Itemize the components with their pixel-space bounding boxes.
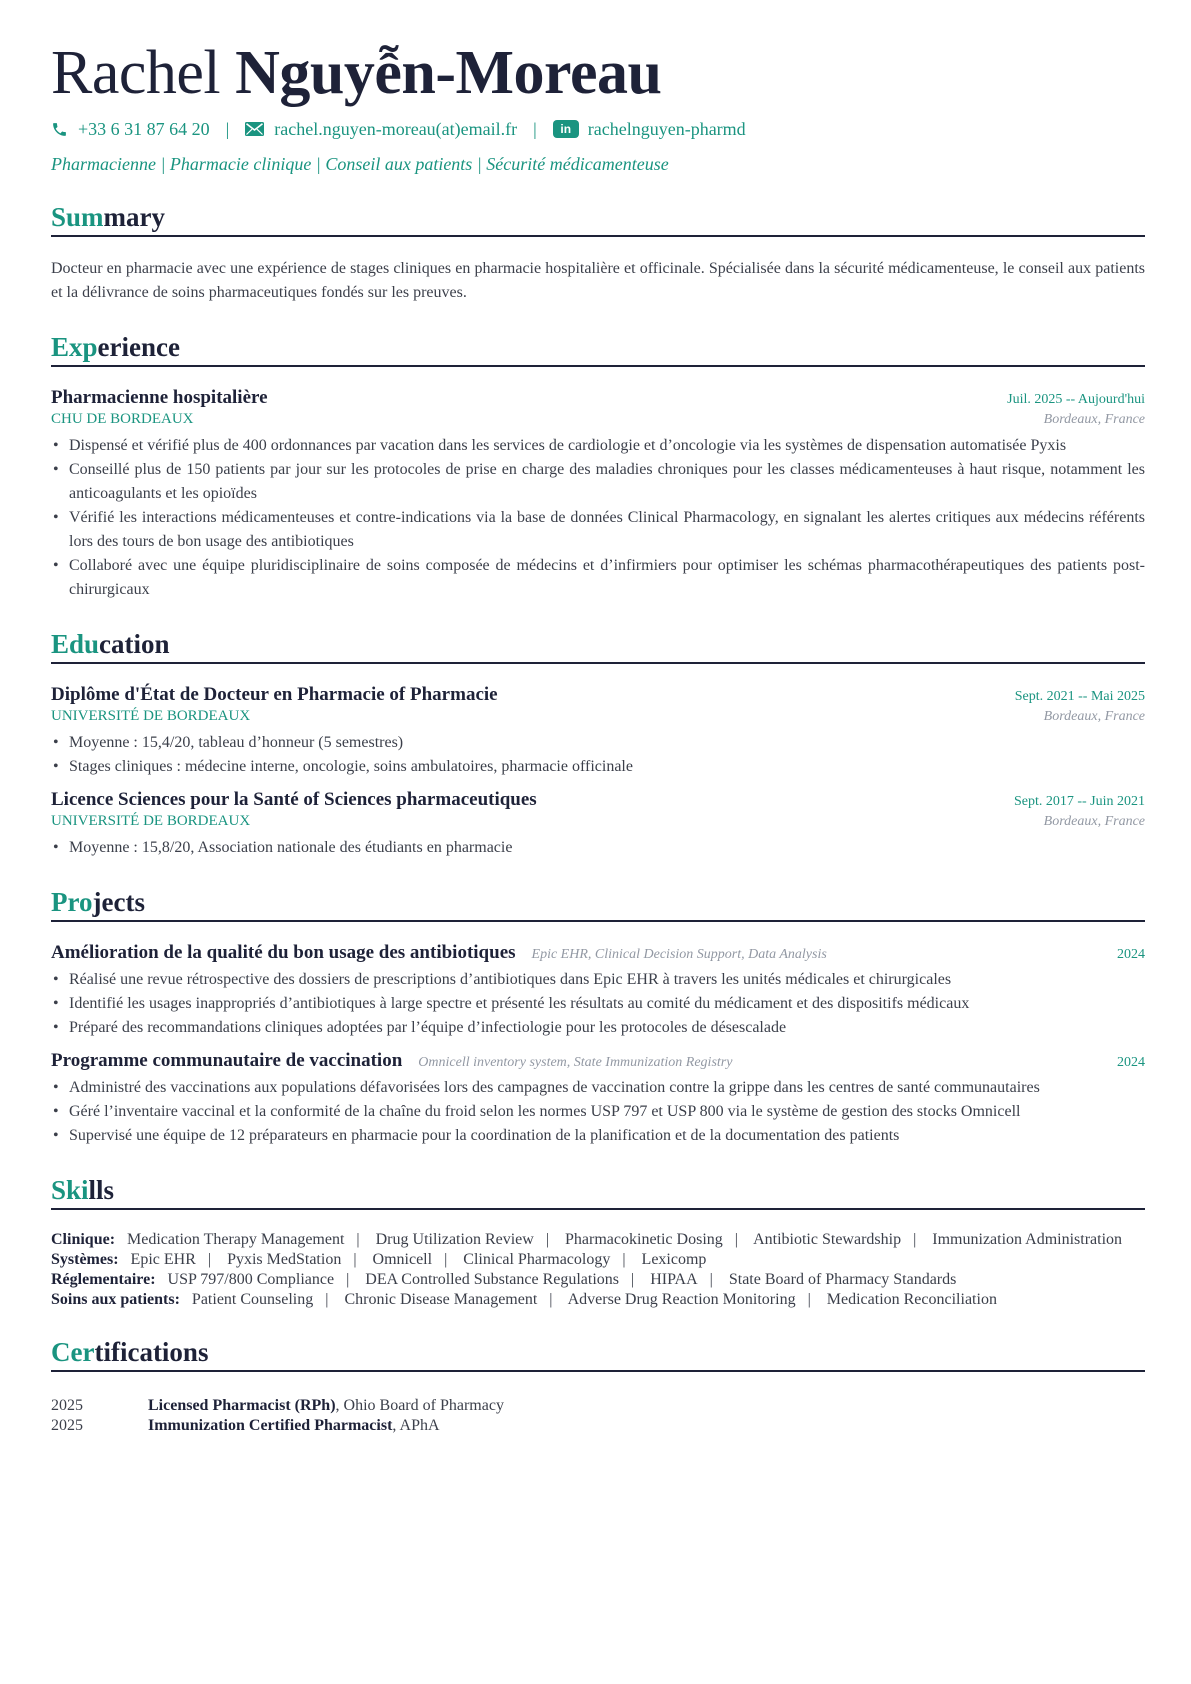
certifications-list <box>51 1396 1145 1436</box>
bullet-item: • Collaboré avec une équipe pluridisciplinaire de soins composée de médecins et d’infirmiers pour optimiser les schémas pharmacothérapeutiques des patients post-chirurgicaux <box>51 554 1145 602</box>
school-name: UNIVERSITÉ DE BORDEAUX <box>51 813 251 829</box>
skill-separator: | <box>709 1271 713 1288</box>
project-year: 2024 <box>1117 1055 1145 1070</box>
skill-label: Clinique: <box>51 1231 116 1248</box>
section-heading: Projects <box>51 886 1145 922</box>
project-title-line <box>51 942 827 964</box>
school-name: UNIVERSITÉ DE BORDEAUX <box>51 708 251 724</box>
bullet-item: • Géré l’inventaire vaccinal et la conformité de la chaîne du froid selon les normes USP 797 et USP 800 via le système de gestion des stocks Omnicell <box>51 1100 1145 1124</box>
bullet-item: • Dispensé et vérifié plus de 400 ordonnances par vacation dans les services de cardiologie et d’oncologie via les systèmes de dispensation automatisée Pyxis <box>51 434 1145 458</box>
skill-item: Lexicomp <box>641 1251 707 1268</box>
job-title: Pharmacienne hospitalière <box>51 387 268 408</box>
projects-section <box>51 886 1145 1148</box>
resume-page <box>51 36 1145 1436</box>
contact-separator: | <box>533 118 537 139</box>
project-year: 2024 <box>1117 947 1145 962</box>
bullet-item: • Réalisé une revue rétrospective des dossiers de prescriptions d’antibiotiques dans Epic EHR à travers les unités médicales et chirurgicales <box>51 968 1145 992</box>
skill-separator: | <box>549 1291 553 1308</box>
cert-name: Licensed Pharmacist (RPh) <box>148 1397 336 1414</box>
bullet-item: • Conseillé plus de 150 patients par jour sur les protocoles de prise en charge des maladies chroniques pour les classes médicamenteuses à haut risque, notamment les anticoagulants et les opioïdes <box>51 458 1145 506</box>
education-entry <box>51 684 1145 779</box>
skill-item: Pharmacokinetic Dosing <box>565 1231 723 1248</box>
email-contact[interactable] <box>245 119 517 140</box>
project-title: Amélioration de la qualité du bon usage des antibiotiques <box>51 942 516 963</box>
phone-contact[interactable] <box>51 119 210 140</box>
bullet-item: • Identifié les usages inappropriés d’antibiotiques à large spectre et présenté les résultats au comité du médicament et des dispositifs médicaux <box>51 992 1145 1016</box>
skills-section <box>51 1174 1145 1310</box>
skill-item: Clinical Pharmacology <box>463 1251 611 1268</box>
bullet-item: • Moyenne : 15,8/20, Association nationale des étudiants en pharmacie <box>51 836 1145 860</box>
project-title-line <box>51 1050 732 1072</box>
phone-icon <box>51 121 68 138</box>
skill-item: Epic EHR <box>130 1251 196 1268</box>
section-heading: Education <box>51 628 1145 664</box>
skill-separator: | <box>622 1251 626 1268</box>
skill-item: Immunization Administration <box>932 1231 1123 1248</box>
skill-item: USP 797/800 Compliance <box>167 1271 335 1288</box>
degree-dates: Sept. 2021 -- Mai 2025 <box>1014 689 1145 704</box>
degree-title: Licence Sciences pour la Santé of Sciences pharmaceutiques <box>51 789 537 810</box>
skill-separator: | <box>444 1251 448 1268</box>
phone-number: +33 6 31 87 64 20 <box>78 118 210 139</box>
linkedin-icon: in <box>553 120 579 138</box>
candidate-name <box>51 36 1145 110</box>
skill-item: Pyxis MedStation <box>227 1251 342 1268</box>
skill-item: Chronic Disease Management <box>344 1291 538 1308</box>
skill-separator: | <box>807 1291 811 1308</box>
skill-item: Medication Therapy Management <box>127 1231 345 1248</box>
project-tech: Epic EHR, Clinical Decision Support, Data Analysis <box>531 947 827 962</box>
job-location: Bordeaux, France <box>1043 412 1145 427</box>
degree-dates: Sept. 2017 -- Juin 2021 <box>1013 794 1145 809</box>
job-dates: Juil. 2025 -- Aujourd'hui <box>1007 392 1145 407</box>
education-section <box>51 628 1145 860</box>
school-location: Bordeaux, France <box>1043 709 1145 724</box>
summary-text: Docteur en pharmacie avec une expérience de stages cliniques en pharmacie hospitalière et officinale. Spécialisée dans la sécurité médicamenteuse, le conseil aux patients et la délivrance de soins pharmaceutiques fondés sur les preuves. <box>51 260 1145 301</box>
contact-separator: | <box>225 118 230 139</box>
skill-separator: | <box>356 1231 360 1248</box>
project-entry <box>51 942 1145 1040</box>
cert-year: 2025 <box>51 1417 83 1434</box>
skill-item: Drug Utilization Review <box>375 1231 534 1248</box>
tagline: Pharmacienne | Pharmacie clinique | Conseil aux patients | Sécurité médicamenteuse <box>51 154 669 174</box>
bullet-item: • Stages cliniques : médecine interne, oncologie, soins ambulatoires, pharmacie officinale <box>51 755 1145 779</box>
project-title: Programme communautaire de vaccination <box>51 1050 403 1071</box>
education-entry <box>51 789 1145 860</box>
skill-row <box>51 1290 1145 1310</box>
skill-label: Réglementaire: <box>51 1271 156 1288</box>
bullet-item: • Administré des vaccinations aux populations défavorisées lors des campagnes de vaccination contre la grippe dans les centres de santé communautaires <box>51 1076 1145 1100</box>
experience-section <box>51 331 1145 602</box>
cert-issuer: , APhA <box>392 1417 440 1434</box>
skill-row <box>51 1230 1145 1250</box>
employer: CHU DE BORDEAUX <box>51 411 194 427</box>
contact-line <box>51 116 1145 142</box>
project-tech: Omnicell inventory system, State Immunization Registry <box>418 1055 733 1070</box>
degree-title: Diplôme d'État de Docteur en Pharmacie of Pharmacie <box>51 684 498 705</box>
first-name: Rachel <box>51 39 221 107</box>
summary-section <box>51 201 1145 305</box>
last-name: Nguyễn-Moreau <box>235 39 662 107</box>
linkedin-contact[interactable] <box>553 119 746 140</box>
section-heading: Summary <box>51 201 1145 237</box>
email-icon <box>245 122 264 136</box>
skill-label: Systèmes: <box>51 1251 119 1268</box>
experience-entry <box>51 387 1145 602</box>
skill-row <box>51 1270 1145 1290</box>
cert-row <box>51 1396 1145 1416</box>
section-heading: Skills <box>51 1174 1145 1210</box>
skill-item: HIPAA <box>650 1271 698 1288</box>
cert-row <box>51 1416 1145 1436</box>
bullet-item: • Vérifié les interactions médicamenteuses et contre-indications via la base de données Clinical Pharmacology, en signalant les alertes critiques aux médecins référents lors des tours de bon usage des antibiotiques <box>51 506 1145 554</box>
cert-issuer: , Ohio Board of Pharmacy <box>335 1397 504 1414</box>
skill-item: Omnicell <box>372 1251 433 1268</box>
cert-name: Immunization Certified Pharmacist <box>148 1417 393 1434</box>
section-heading: Experience <box>51 331 1145 367</box>
skill-separator: | <box>545 1231 550 1248</box>
skill-item: DEA Controlled Substance Regulations <box>365 1271 620 1288</box>
skill-item: Antibiotic Stewardship <box>753 1231 902 1248</box>
skill-item: State Board of Pharmacy Standards <box>728 1271 957 1288</box>
skill-separator: | <box>734 1231 738 1248</box>
certifications-section <box>51 1336 1145 1436</box>
skill-item: Adverse Drug Reaction Monitoring <box>567 1291 796 1308</box>
school-location: Bordeaux, France <box>1043 814 1145 829</box>
skill-separator: | <box>631 1271 635 1288</box>
skill-separator: | <box>346 1271 350 1288</box>
email-address: rachel.nguyen-moreau(at)email.fr <box>274 118 518 139</box>
bullet-item: • Supervisé une équipe de 12 préparateurs en pharmacie pour la coordination de la planification et de la documentation des patients <box>51 1124 1145 1148</box>
cert-year: 2025 <box>51 1397 83 1414</box>
linkedin-handle: rachelnguyen-pharmd <box>587 118 746 139</box>
skills-list <box>51 1230 1145 1310</box>
skill-separator: | <box>207 1251 212 1268</box>
bullet-item: • Moyenne : 15,4/20, tableau d’honneur (5 semestres) <box>51 731 1145 755</box>
section-heading: Certifications <box>51 1336 1145 1372</box>
skill-item: Medication Reconciliation <box>826 1291 997 1308</box>
bullet-item: • Préparé des recommandations cliniques adoptées par l’équipe d’infectiologie pour les protocoles de désescalade <box>51 1016 1145 1040</box>
skill-separator: | <box>353 1251 357 1268</box>
skill-separator: | <box>913 1231 917 1248</box>
project-entry <box>51 1050 1145 1148</box>
skill-item: Patient Counseling <box>191 1291 314 1308</box>
skill-row <box>51 1250 1145 1270</box>
skill-separator: | <box>325 1291 329 1308</box>
skill-label: Soins aux patients: <box>51 1291 180 1308</box>
